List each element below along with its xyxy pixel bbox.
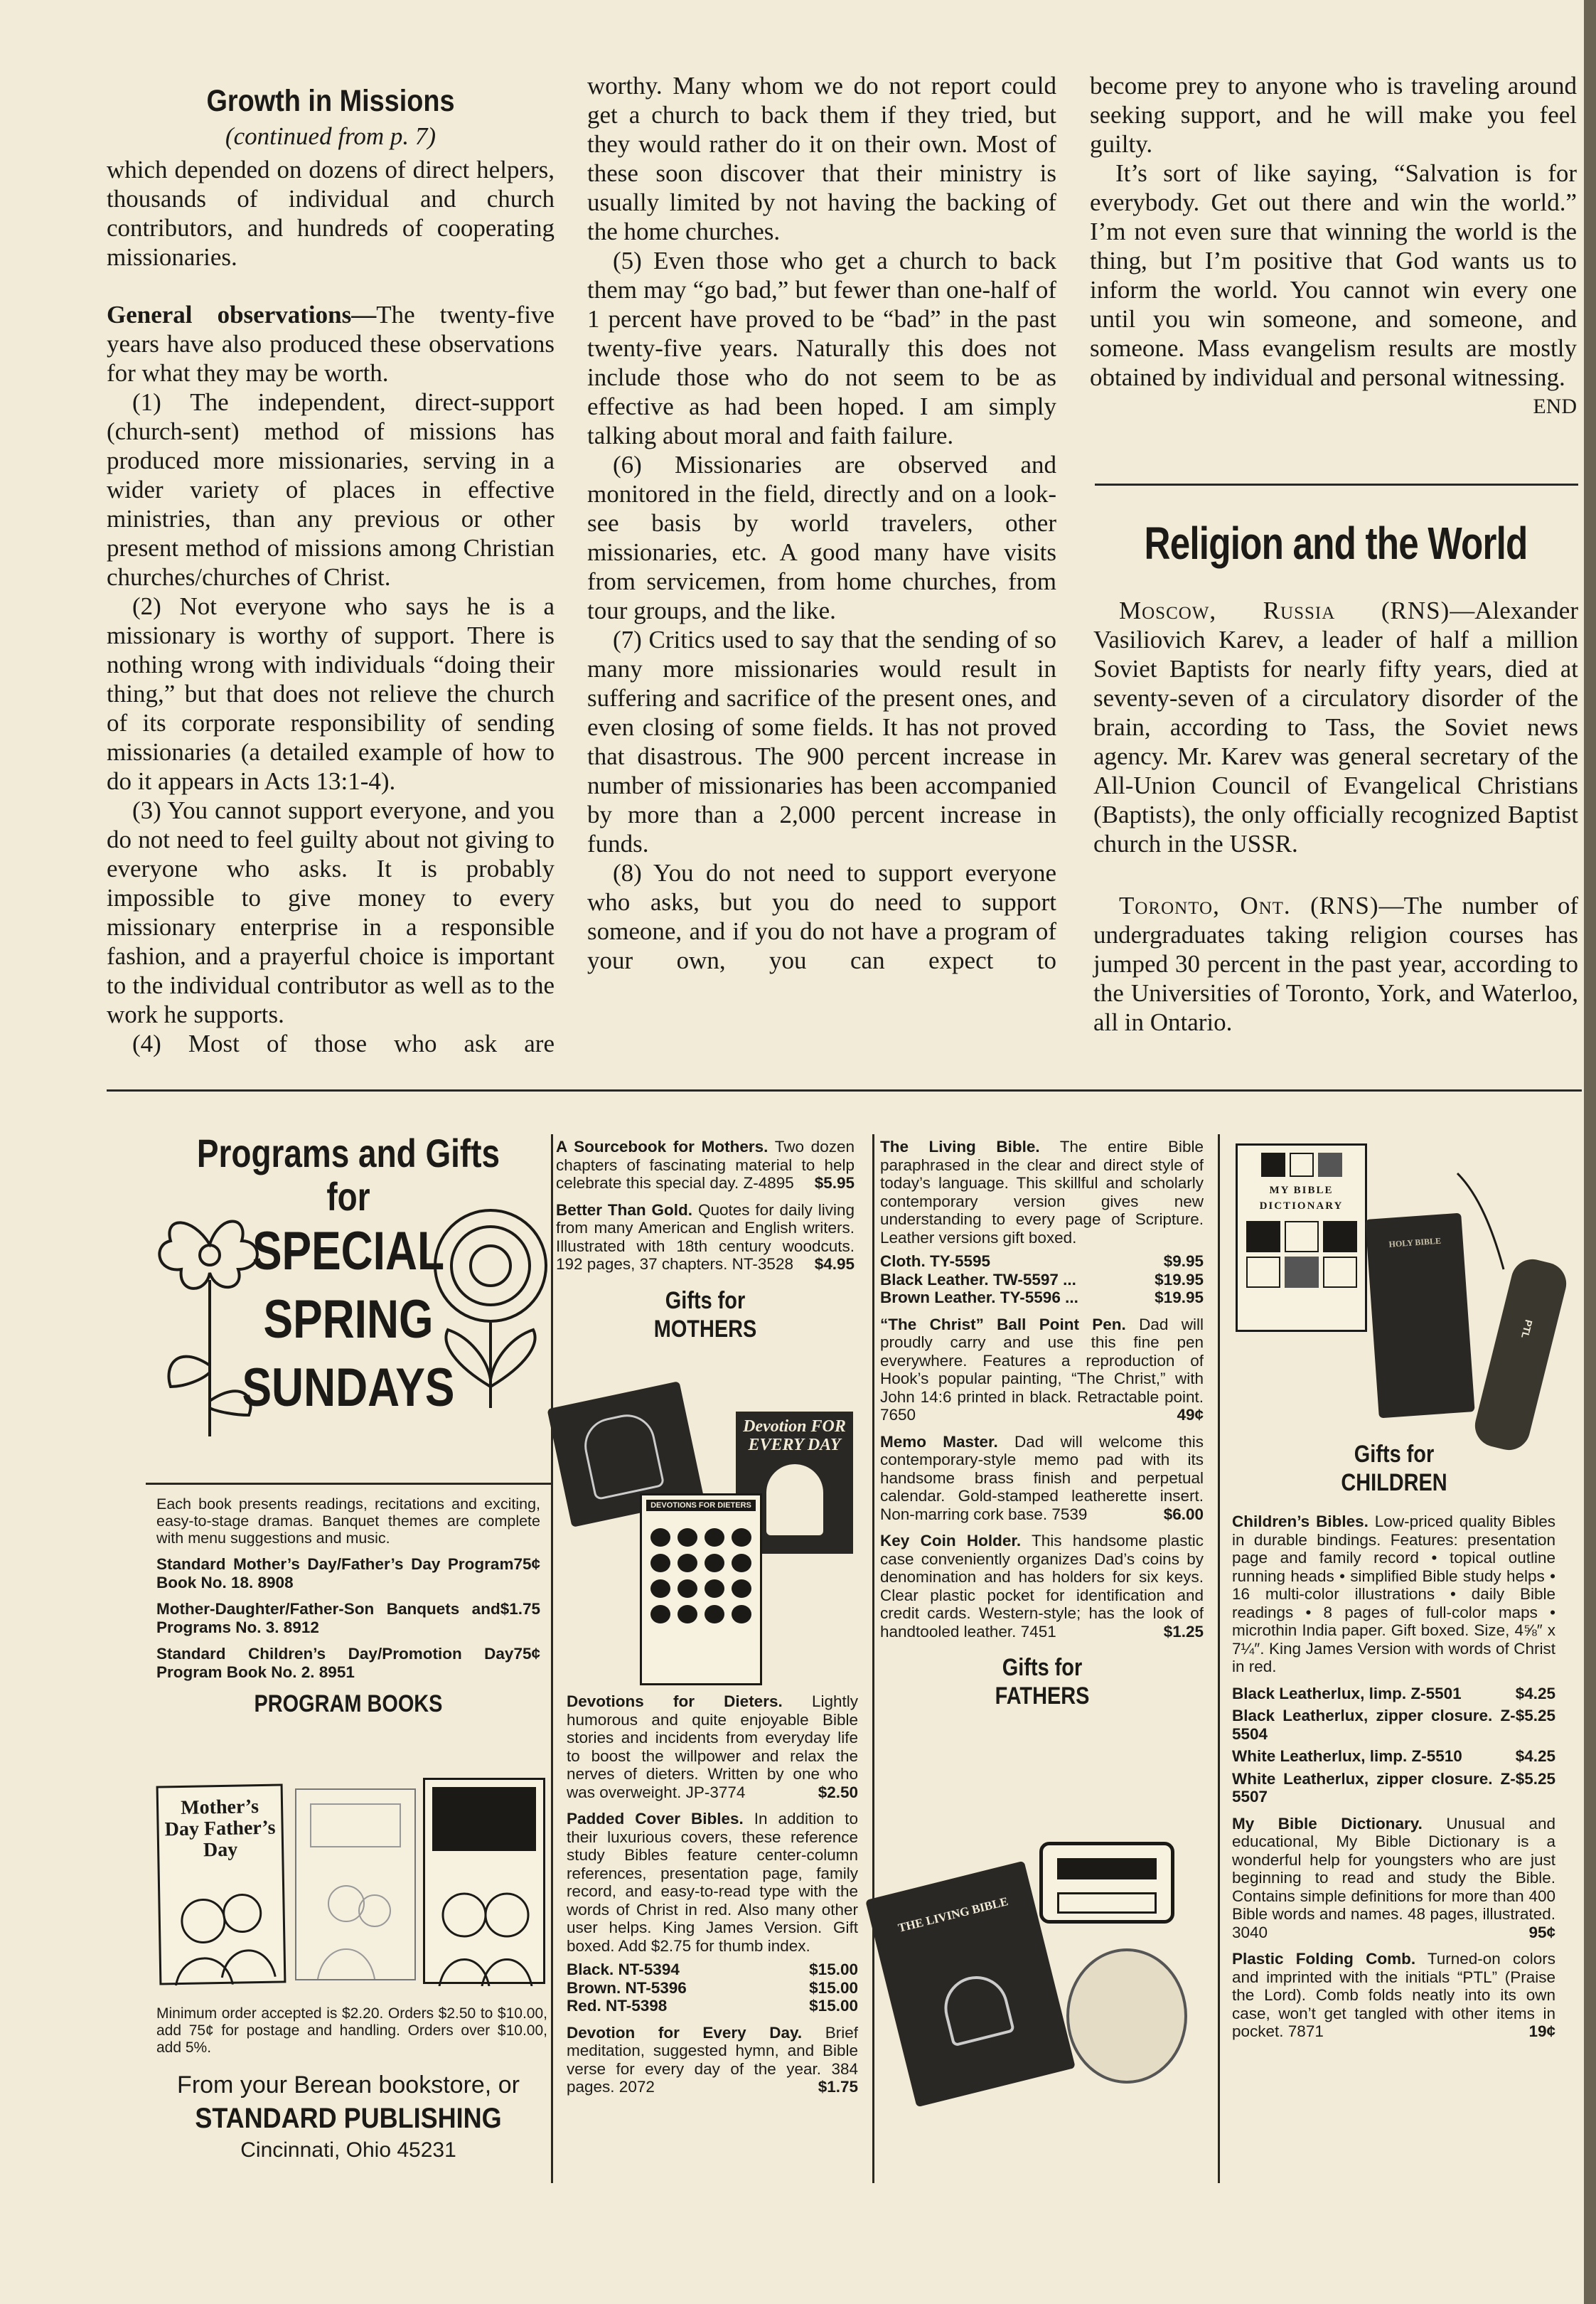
program-book-cover <box>295 1788 416 1980</box>
publisher-city: Cincinnati, Ohio 45231 <box>240 2138 456 2162</box>
article-paragraph: (1) The independent, direct-support (church-sent) method of missions has produced more missionaries, serving in a wider variety of places in effective ministries, than any previous or other present method of missions among Christian churches/churches of Christ. <box>107 388 555 591</box>
key-coin-holder-image <box>1039 1842 1174 1924</box>
product-item: “The Christ” Ball Point Pen. Dad will proudly carry and use this fine pen everywhere. Features a reproduction of Hook’s popular painting, “The Christ,” with John 14:6 printed in black. Retractable point. 7650 49¢ <box>880 1315 1204 1424</box>
product-row: Standard Mother’s Day/Father’s Day Program Book No. 18. 8908 75¢ <box>156 1555 540 1591</box>
ad-column-rule <box>872 1134 874 2183</box>
ads-divider <box>107 1089 1582 1092</box>
ad-mothers-bottom <box>567 1692 858 2096</box>
product-row: Brown. NT-5396 $15.00 <box>567 1978 858 1997</box>
product-item: Better Than Gold. Quotes for daily living from many American and English writers. Illustrated with 18th century woodcuts. 192 pages, 37 chapters. NT-3528 $4.95 <box>556 1200 855 1273</box>
ad-order-info: Minimum order accepted is $2.20. Orders $2.50 to $10.00, add 75¢ for postage and handling. Orders over $10.00, add 5%. <box>156 2005 547 2056</box>
product-row: Black. NT-5394 $15.00 <box>567 1961 858 1978</box>
flower-right-icon <box>427 1202 555 1415</box>
product-row: White Leatherlux, zipper closure. Z-5507 $5.25 <box>1232 1769 1555 1806</box>
article-paragraph: (5) Even those who get a church to back them may “go bad,” but fewer than one-half of 1 percent have proved to be “bad” in the past twenty-five years. Naturally this does not include those who do not seem to be as effective as had been hoped. I am simply talking about moral and faith failure. <box>587 247 1056 449</box>
article-paragraph: (4) Most of those who ask are <box>132 1030 555 1057</box>
article-paragraph: (8) You do not need to support everyone who asks, but you do need to support someone, and if you do not have a program of your own, you can expect to <box>587 859 1056 974</box>
children-illustration-icon <box>425 1858 545 1986</box>
section-heading: Gifts for FATHERS <box>995 1654 1089 1710</box>
article-column-2 <box>587 71 1056 975</box>
article-column-3 <box>1090 71 1577 421</box>
product-item: Memo Master. Dad will welcome this contemporary-style memo pad with its handsome brass finish and perpetual calendar. Gold-stamped leatherette insert. Non-marring cork base. 7539 $6.00 <box>880 1432 1204 1523</box>
ad-title: SPRING <box>263 1289 434 1350</box>
cover-title: Mother’s Day Father’s Day <box>164 1796 276 1862</box>
comb-handle-icon <box>1450 1166 1507 1273</box>
article-paragraph: It’s sort of like saying, “Salvation is for everybody. Get out there and win the world.” I’m not even sure that winning the world is the thing, but I’m positive that God wants us to inform the world. You cannot win every one until you win someone, and someone, and someone. Mass evangelism results are mostly obtained by individual and personal witnessing. END <box>1090 159 1577 392</box>
product-row: Mother-Daughter/Father-Son Banquets and Programs No. 3. 8912 $1.75 <box>156 1600 540 1636</box>
family-illustration-icon <box>296 1790 414 1979</box>
comb-imprint: PTL <box>1519 1318 1535 1340</box>
ad-title: Programs and Gifts <box>196 1131 500 1175</box>
product-item: Plastic Folding Comb. Turned-on colors and imprinted with the initials “PTL” (Praise the Lord). Comb folds neatly into its own case, won’t get tangled with other items in pocket. 7871 19¢ <box>1232 1950 1555 2040</box>
end-mark: END <box>1533 395 1577 418</box>
ad-title: for <box>326 1174 370 1219</box>
product-item: The Living Bible. The entire Bible paraphrased in the clear and direct style of today’s language. This skillful and scholarly contemporary version gives new understanding to every page of Scripture. Leather versions gift boxed. <box>880 1138 1204 1247</box>
ad-column-rule <box>1218 1134 1220 2183</box>
article-paragraph: (6) Missionaries are observed and monitored in the field, directly and on a look-see basis by world travelers, other missionaries, etc. A good many have visits from servicemen, from home churches, from tour groups, and the like. <box>587 451 1056 624</box>
program-book-cover <box>423 1778 545 1984</box>
publisher-name: STANDARD PUBLISHING <box>195 2103 502 2134</box>
book-image-dieters <box>640 1493 762 1685</box>
ad-intro: Each book presents readings, recitations and exciting, easy-to-stage dramas. Banquet themes are complete with menu suggestions and music. <box>156 1495 540 1547</box>
article-paragraph: which depended on dozens of direct helpers, thousands of individual and church contributors, and hundreds of cooperating missionaries. <box>107 156 555 271</box>
cover-title: DEVOTIONS FOR DIETERS <box>646 1500 756 1511</box>
product-item: Devotions for Dieters. Lightly humorous and quite enjoyable Bible stories and incidents from everyday life to boost the willpower and relax the nerves of dieters. Written by one who was overweight. JP-3774 $2.50 <box>567 1692 858 1801</box>
product-item: My Bible Dictionary. Unusual and educational, My Bible Dictionary is a wonderful help for youngsters who are just beginning to read and study the Bible. Contains simple definitions for more than 400 Bible words and names. 48 pages, illustrated. 3040 95¢ <box>1232 1814 1555 1941</box>
section-heading: Gifts for CHILDREN <box>1340 1441 1447 1496</box>
family-illustration-icon <box>160 1870 283 1986</box>
page-binding-edge <box>1584 0 1596 2304</box>
cover-title: THE LIVING BIBLE <box>896 1894 1009 1935</box>
product-row: Black Leather. TW-5597 ... $19.95 <box>880 1270 1204 1289</box>
news-title: Religion and the World <box>1144 518 1528 569</box>
product-row: Standard Children’s Day/Promotion Day Program Book No. 2. 8951 75¢ <box>156 1645 540 1681</box>
product-item: Children’s Bibles. Low-priced quality Bibles in durable bindings. Features: presentation page and family record • topical outline running heads • simplified Bible study helps • 16 multi-color illustrations • daily Bible readings • 8 pages of full-color maps • microthin India paper. Gift boxed. Size, 4⅝″ x 7¼″. King James Version with words of Christ in red. <box>1232 1513 1555 1675</box>
section-divider <box>1095 484 1578 486</box>
cover-title: HOLY BIBLE <box>1388 1235 1442 1249</box>
ad-column-rule <box>551 1134 553 2183</box>
ad-fathers <box>880 1138 1204 1710</box>
section-heading: PROGRAM BOOKS <box>254 1690 443 1717</box>
folding-comb-image <box>1470 1255 1570 1455</box>
program-book-cover <box>156 1783 286 1985</box>
continued-note: (continued from p. 7) <box>225 122 437 150</box>
ad-rule <box>146 1483 551 1485</box>
cover-title: MY BIBLE DICTIONARY <box>1259 1185 1344 1212</box>
ad-title: SUNDAYS <box>242 1358 455 1418</box>
product-row: Black Leatherlux, limp. Z-5501 $4.25 <box>1232 1684 1555 1702</box>
bible-dictionary-image <box>1236 1143 1367 1332</box>
article-paragraph: become prey to anyone who is traveling around seeking support, and he will make you feel guilty. <box>1090 72 1577 158</box>
product-row: Black Leatherlux, zipper closure. Z-5504 $5.25 <box>1232 1707 1555 1743</box>
product-item: Padded Cover Bibles. In addition to their luxurious covers, these reference study Bibles feature center-column references, presentation page, family record, and easy-to-read type with the words of Christ in red. Also many other user helps. King James Version. Gift boxed. Add $2.75 for thumb index. <box>567 1810 858 1955</box>
article-paragraph: (2) Not everyone who says he is a missionary is worthy of support. There is nothing wrong with individuals “doing their thing,” but that does not relieve the church of its corporate responsibility of sending missionaries (a detailed example of how to do it appears in Acts 13:1-4). <box>107 592 555 795</box>
product-item: A Sourcebook for Mothers. Two dozen chapters of fascinating material to help celebrate this special day. Z-4895 $5.95 <box>556 1138 855 1192</box>
ad-footer <box>146 2069 551 2165</box>
ad-title: SPECIAL <box>252 1221 445 1281</box>
footer-from: From your Berean bookstore, or <box>177 2071 520 2098</box>
product-item: Devotion for Every Day. Brief meditation, suggested hymn, and Bible verse for every day of the year. 384 pages. 2072 $1.75 <box>567 2023 858 2096</box>
article-title: Growth in Missions <box>206 84 455 118</box>
section-heading: Gifts for MOTHERS <box>653 1286 757 1343</box>
ad-mothers-top <box>556 1138 855 1343</box>
article-paragraph: worthy. Many whom we do not report could get a church to back them if they tried, but they would rather do it on their own. Most of these soon discover that their ministry is usually limited by not having the backing of the home churches. <box>587 72 1056 245</box>
article-paragraph: General observations—The twenty-five years have also produced these observations for what they may be worth. <box>107 301 555 387</box>
article-column-1 <box>107 82 555 1058</box>
cover-title: Devotion FOR EVERY DAY <box>743 1417 846 1454</box>
news-column <box>1093 515 1578 1037</box>
ad-children <box>1232 1440 1555 2041</box>
news-item: Toronto, Ont. (RNS)—The number of undergraduates taking religion courses has jumped 30 percent in the past year, according to the Universities of Toronto, York, and Waterloo, all in Ontario. <box>1093 892 1578 1036</box>
product-item: Key Coin Holder. This handsome plastic case conveniently organizes Dad’s coins by denomination and has holders for six keys. Clear plastic pocket for identification and credit cards. Western-style; has the look of handtooled leather. 7451 $1.25 <box>880 1532 1204 1641</box>
news-item: Moscow, Russia (RNS)—Alexander Vasiliovich Karev, a leader of half a million Soviet Baptists for nearly fifty years, died at seventy-seven of a circulatory disorder of the brain, according to Tass, the Soviet news agency. Mr. Karev was general secretary of the All-Union Council of Evangelical Christians (Baptists), the only officially recognized Baptist church in the USSR. <box>1093 597 1578 858</box>
product-row: White Leatherlux, limp. Z-5510 $4.25 <box>1232 1747 1555 1765</box>
article-paragraph: (3) You cannot support everyone, and you do not need to feel guilty about not giving to everyone who asks. It is probably impossible to give money to every missionary enterprise in a responsible fashion, and a prayerful choice is important to the individual contributor as well as to the work he supports. <box>107 796 555 1028</box>
dateline: Moscow, Russia <box>1119 597 1336 624</box>
product-row: Red. NT-5398 $15.00 <box>567 1997 858 2015</box>
subhead: General observations— <box>107 301 377 329</box>
ad-programs-list <box>156 1495 540 1718</box>
memo-pen-image <box>1066 1948 1187 2084</box>
article-paragraph: (7) Critics used to say that the sending of so many more missionaries would result in suffering and sacrifice of the present ones, and even closing of some fields. It has not proved that disastrous. The 900 percent increase in number of missionaries has been accompanied by more than a 2,000 percent increase in funds. <box>587 626 1056 858</box>
flower-left-icon <box>149 1202 270 1444</box>
dateline: Toronto, Ont. <box>1119 892 1291 919</box>
product-row: Cloth. TY-5595 $9.95 <box>880 1252 1204 1270</box>
product-row: Brown Leather. TY-5596 ... $19.95 <box>880 1289 1204 1306</box>
